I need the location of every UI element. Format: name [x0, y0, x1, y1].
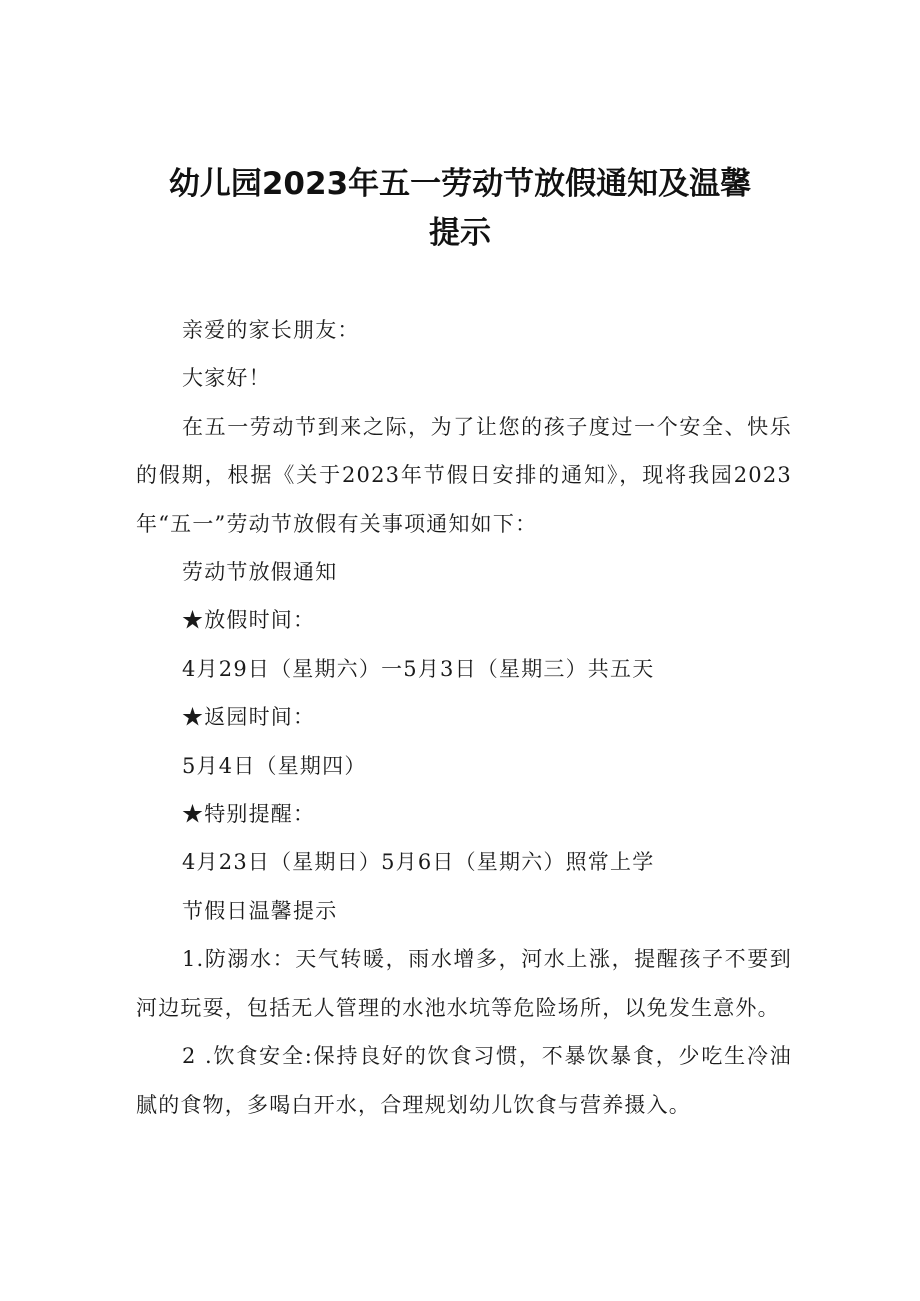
section-heading-holiday-notice: 劳动节放假通知 — [182, 560, 338, 585]
section-heading-tips: 节假日温馨提示 — [182, 898, 338, 923]
salutation: 亲爱的家长朋友： — [182, 318, 360, 342]
document-body — [136, 306, 792, 1129]
holiday-time-value: 4月29日（星期六）一5月3日（星期三）共五天 — [182, 656, 655, 681]
greeting: 大家好！ — [182, 366, 271, 391]
tip-food-safety: 2 .饮食安全:保持良好的饮食习惯，不暴饮暴食，少吃生冷油腻的食物，多喝白开水，合理规划幼儿饮食与营养摄入。 — [136, 1044, 792, 1117]
return-time-value: 5月4日（星期四） — [182, 753, 367, 778]
tip-drowning: 1.防溺水：天气转暖，雨水增多，河水上涨，提醒孩子不要到河边玩耍，包括无人管理的水池水坑等危险场所，以免发生意外。 — [136, 947, 792, 1020]
title-line-1: 幼儿园2023年五一劳动节放假通知及温馨 — [168, 166, 752, 202]
special-reminder-value: 4月23日（星期日）5月6日（星期六）照常上学 — [182, 850, 655, 875]
special-reminder-label: ★特别提醒： — [182, 802, 316, 827]
holiday-time-label: ★放假时间： — [182, 608, 316, 633]
title-line-2: 提示 — [429, 215, 491, 251]
document-title — [130, 160, 790, 258]
return-time-label: ★返园时间： — [182, 705, 316, 730]
intro-paragraph: 在五一劳动节到来之际，为了让您的孩子度过一个安全、快乐的假期，根据《关于2023年节假日安排的通知》，现将我园2023年“五一”劳动节放假有关事项通知如下： — [136, 414, 792, 536]
